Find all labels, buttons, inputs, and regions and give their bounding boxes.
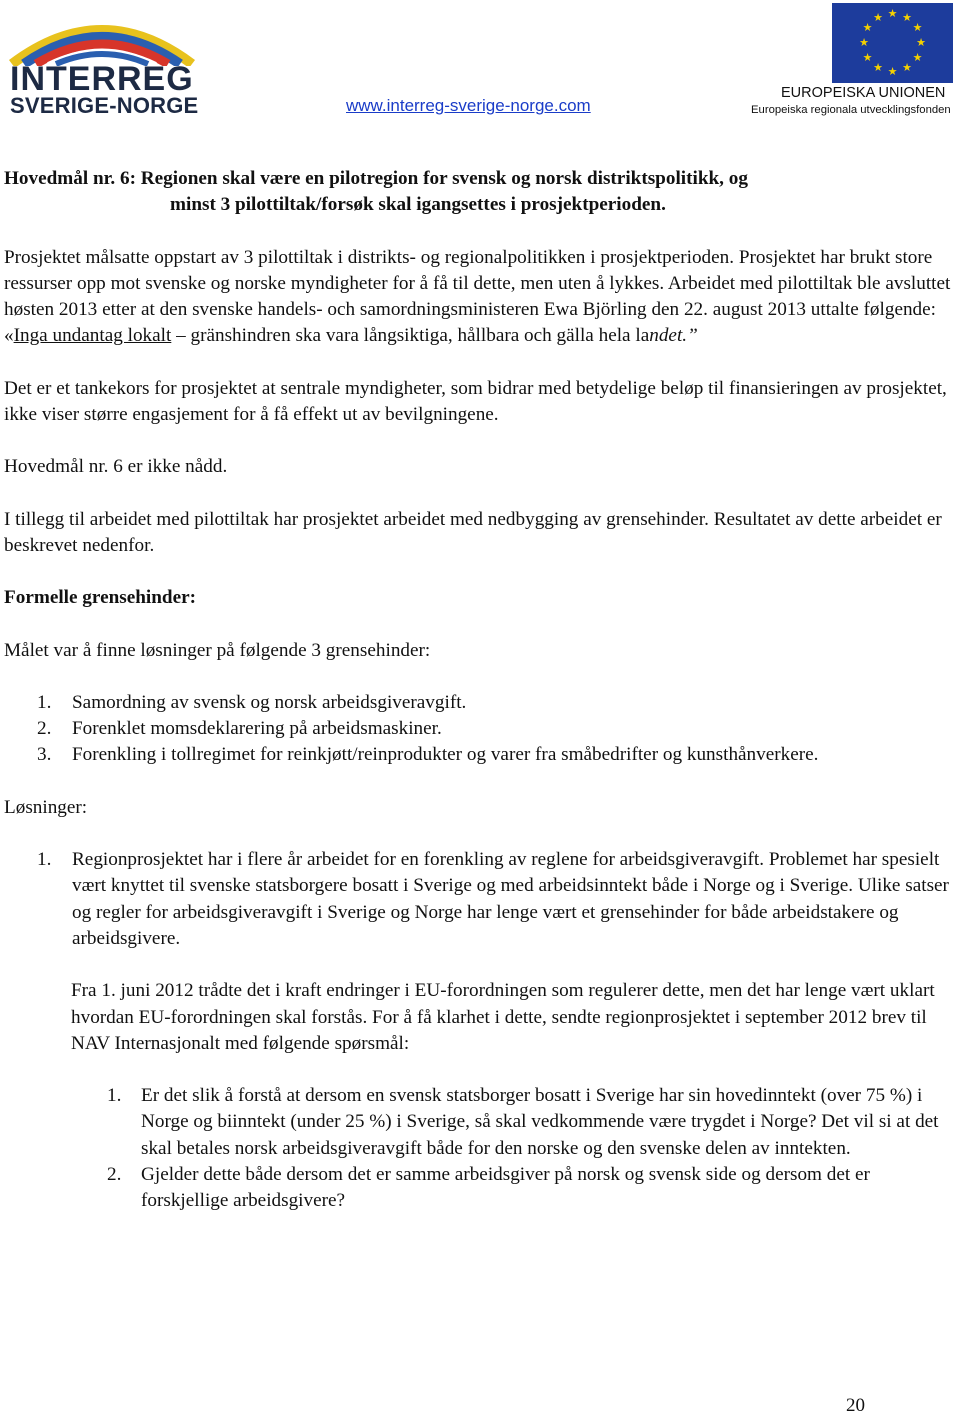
paragraph-goal-barriers: Målet var å finne løsninger på følgende 3 grensehinder: — [4, 639, 431, 661]
list-item — [4, 847, 956, 952]
svg-text:★: ★ — [862, 22, 873, 34]
eu-title: EUROPEISKA UNIONEN — [781, 85, 946, 101]
logo-text-sverige-norge: SVERIGE-NORGE — [10, 93, 199, 118]
goal-line-1: Hovedmål nr. 6: Regionen skal være en pilotregion for svensk og norsk distriktspolitikk, og — [4, 168, 748, 189]
list-item — [4, 716, 956, 742]
list-item-text: Regionprosjektet har i flere år arbeidet for en forenkling av reglene for arbeidsgiveravgift. Problemet har spesielt vært knyttet til svenske statsborgere bosatt i Sverige og med arbeidsinntekt både i Norge og i Sverige. Ulike satser og regler for arbeidsgiveravgift i Sverige og Norge har lenge vært et grensehinder for både arbeidstakere og arbeidsgivere. — [72, 849, 949, 949]
svg-text:★: ★ — [902, 12, 912, 24]
svg-text:★: ★ — [873, 62, 883, 74]
list-item-text: Er det slik å forstå at dersom en svensk statsborger bosatt i Sverige har sin hovedinntekt (over 75 %) i Norge og biinntekt (under 25 %) i Sverige, så skal vedkommende være trygdet i Norge? Det vil si at det skal betales norsk arbeidsgiveravgift både for den norske og den svenske delen av inntekten. — [141, 1085, 939, 1159]
interreg-arc-icon — [4, 4, 200, 66]
list-item-number: 1. — [107, 1085, 122, 1107]
list-item-number: 3. — [37, 744, 52, 766]
goal-line-2: minst 3 pilottiltak/forsøk skal igangsettes i prosjektperioden. — [170, 194, 666, 216]
paragraph-pilot — [4, 245, 956, 350]
paragraph-eu-regulation: Fra 1. juni 2012 trådte det i kraft endringer i EU-forordningen som regulerer dette, men det har lenge vært uklart hvordan EU-forordningen skal forstås. For å få klarhet i dette, sendte regionprosjektet i september 2012 brev til NAV Internasjonalt med følgende spørsmål: — [71, 980, 935, 1054]
svg-text:★: ★ — [912, 52, 923, 64]
svg-text:★: ★ — [873, 12, 883, 24]
eu-subtitle: Europeiska regionala utvecklingsfonden — [751, 104, 951, 116]
svg-text:★: ★ — [859, 37, 869, 49]
list-item-text: Samordning av svensk og norsk arbeidsgiveravgift. — [72, 691, 467, 713]
logo-text-interreg: INTERREG — [10, 60, 194, 98]
paragraph-additional: I tillegg til arbeidet med pilottiltak har prosjektet arbeidet med nedbygging av grensehinder. Resultatet av dette arbeidet er beskrevet nedenfor. — [4, 508, 942, 556]
interreg-logo — [4, 4, 200, 122]
quote-underlined: Inga undantag lokalt — [13, 325, 172, 347]
goal-heading — [4, 166, 956, 219]
paragraph-pilot-text: Prosjektet målsatte oppstart av 3 pilottiltak i distrikts- og regionalpolitikken i prosjektperioden. Prosjektet har brukt store ressurser opp mot svenske og norske myndigheter for å få til dette, men uten å lykkes. Arbeidet med pilottiltak ble avsluttet høsten 2013 etter at den svenske handels- och samordningsministeren Ewa Björling den 22. august 2013 uttalte følgende: « — [4, 246, 951, 347]
paragraph-pilot-quote-end: ndet.” — [649, 325, 698, 347]
svg-text:★: ★ — [862, 52, 873, 64]
svg-text:★: ★ — [912, 22, 923, 34]
heading-solutions: Løsninger: — [4, 796, 88, 818]
paragraph-reflection: Det er et tankekors for prosjektet at sentrale myndigheter, som bidrar med betydelige beløp til finansieringen av prosjektet, ikke viser større engasjement for å få effekt ut av bevilgningene. — [4, 377, 947, 426]
list-item-number: 1. — [37, 849, 52, 871]
list-item-number: 2. — [107, 1164, 122, 1186]
svg-text:★: ★ — [887, 66, 898, 78]
website-link[interactable]: www.interreg-sverige-norge.com — [346, 96, 591, 115]
list-item — [4, 690, 956, 716]
page-header — [0, 0, 960, 130]
barrier-list — [4, 690, 956, 769]
svg-text:★: ★ — [902, 62, 912, 74]
list-item-text: Gjelder dette både dersom det er samme arbeidsgiver på norsk og svensk side og dersom det er forskjellige arbeidsgivere? — [141, 1164, 870, 1212]
questions-list — [4, 1083, 956, 1214]
eu-flag-icon — [832, 3, 953, 83]
page-number: 20 — [846, 1395, 865, 1416]
solutions-list — [4, 847, 956, 952]
list-item-text: Forenkling i tollregimet for reinkjøtt/reinprodukter og varer fra småbedrifter og kunsthånverkere. — [72, 744, 819, 766]
list-item-number: 1. — [37, 691, 52, 713]
list-item-text: Forenklet momsdeklarering på arbeidsmaskiner. — [72, 718, 442, 740]
svg-text:★: ★ — [887, 8, 898, 20]
list-item-number: 2. — [37, 718, 52, 740]
list-item — [4, 742, 956, 768]
list-item — [4, 1083, 956, 1162]
document-body — [4, 166, 956, 1241]
list-item — [4, 1162, 956, 1215]
paragraph-pilot-quote-rest: – gränshindren ska vara långsiktiga, hållbara och gälla hela la — [171, 325, 650, 347]
paragraph-status: Hovedmål nr. 6 er ikke nådd. — [4, 456, 228, 478]
svg-text:★: ★ — [916, 37, 926, 49]
heading-formal-barriers: Formelle grensehinder: — [4, 587, 197, 609]
